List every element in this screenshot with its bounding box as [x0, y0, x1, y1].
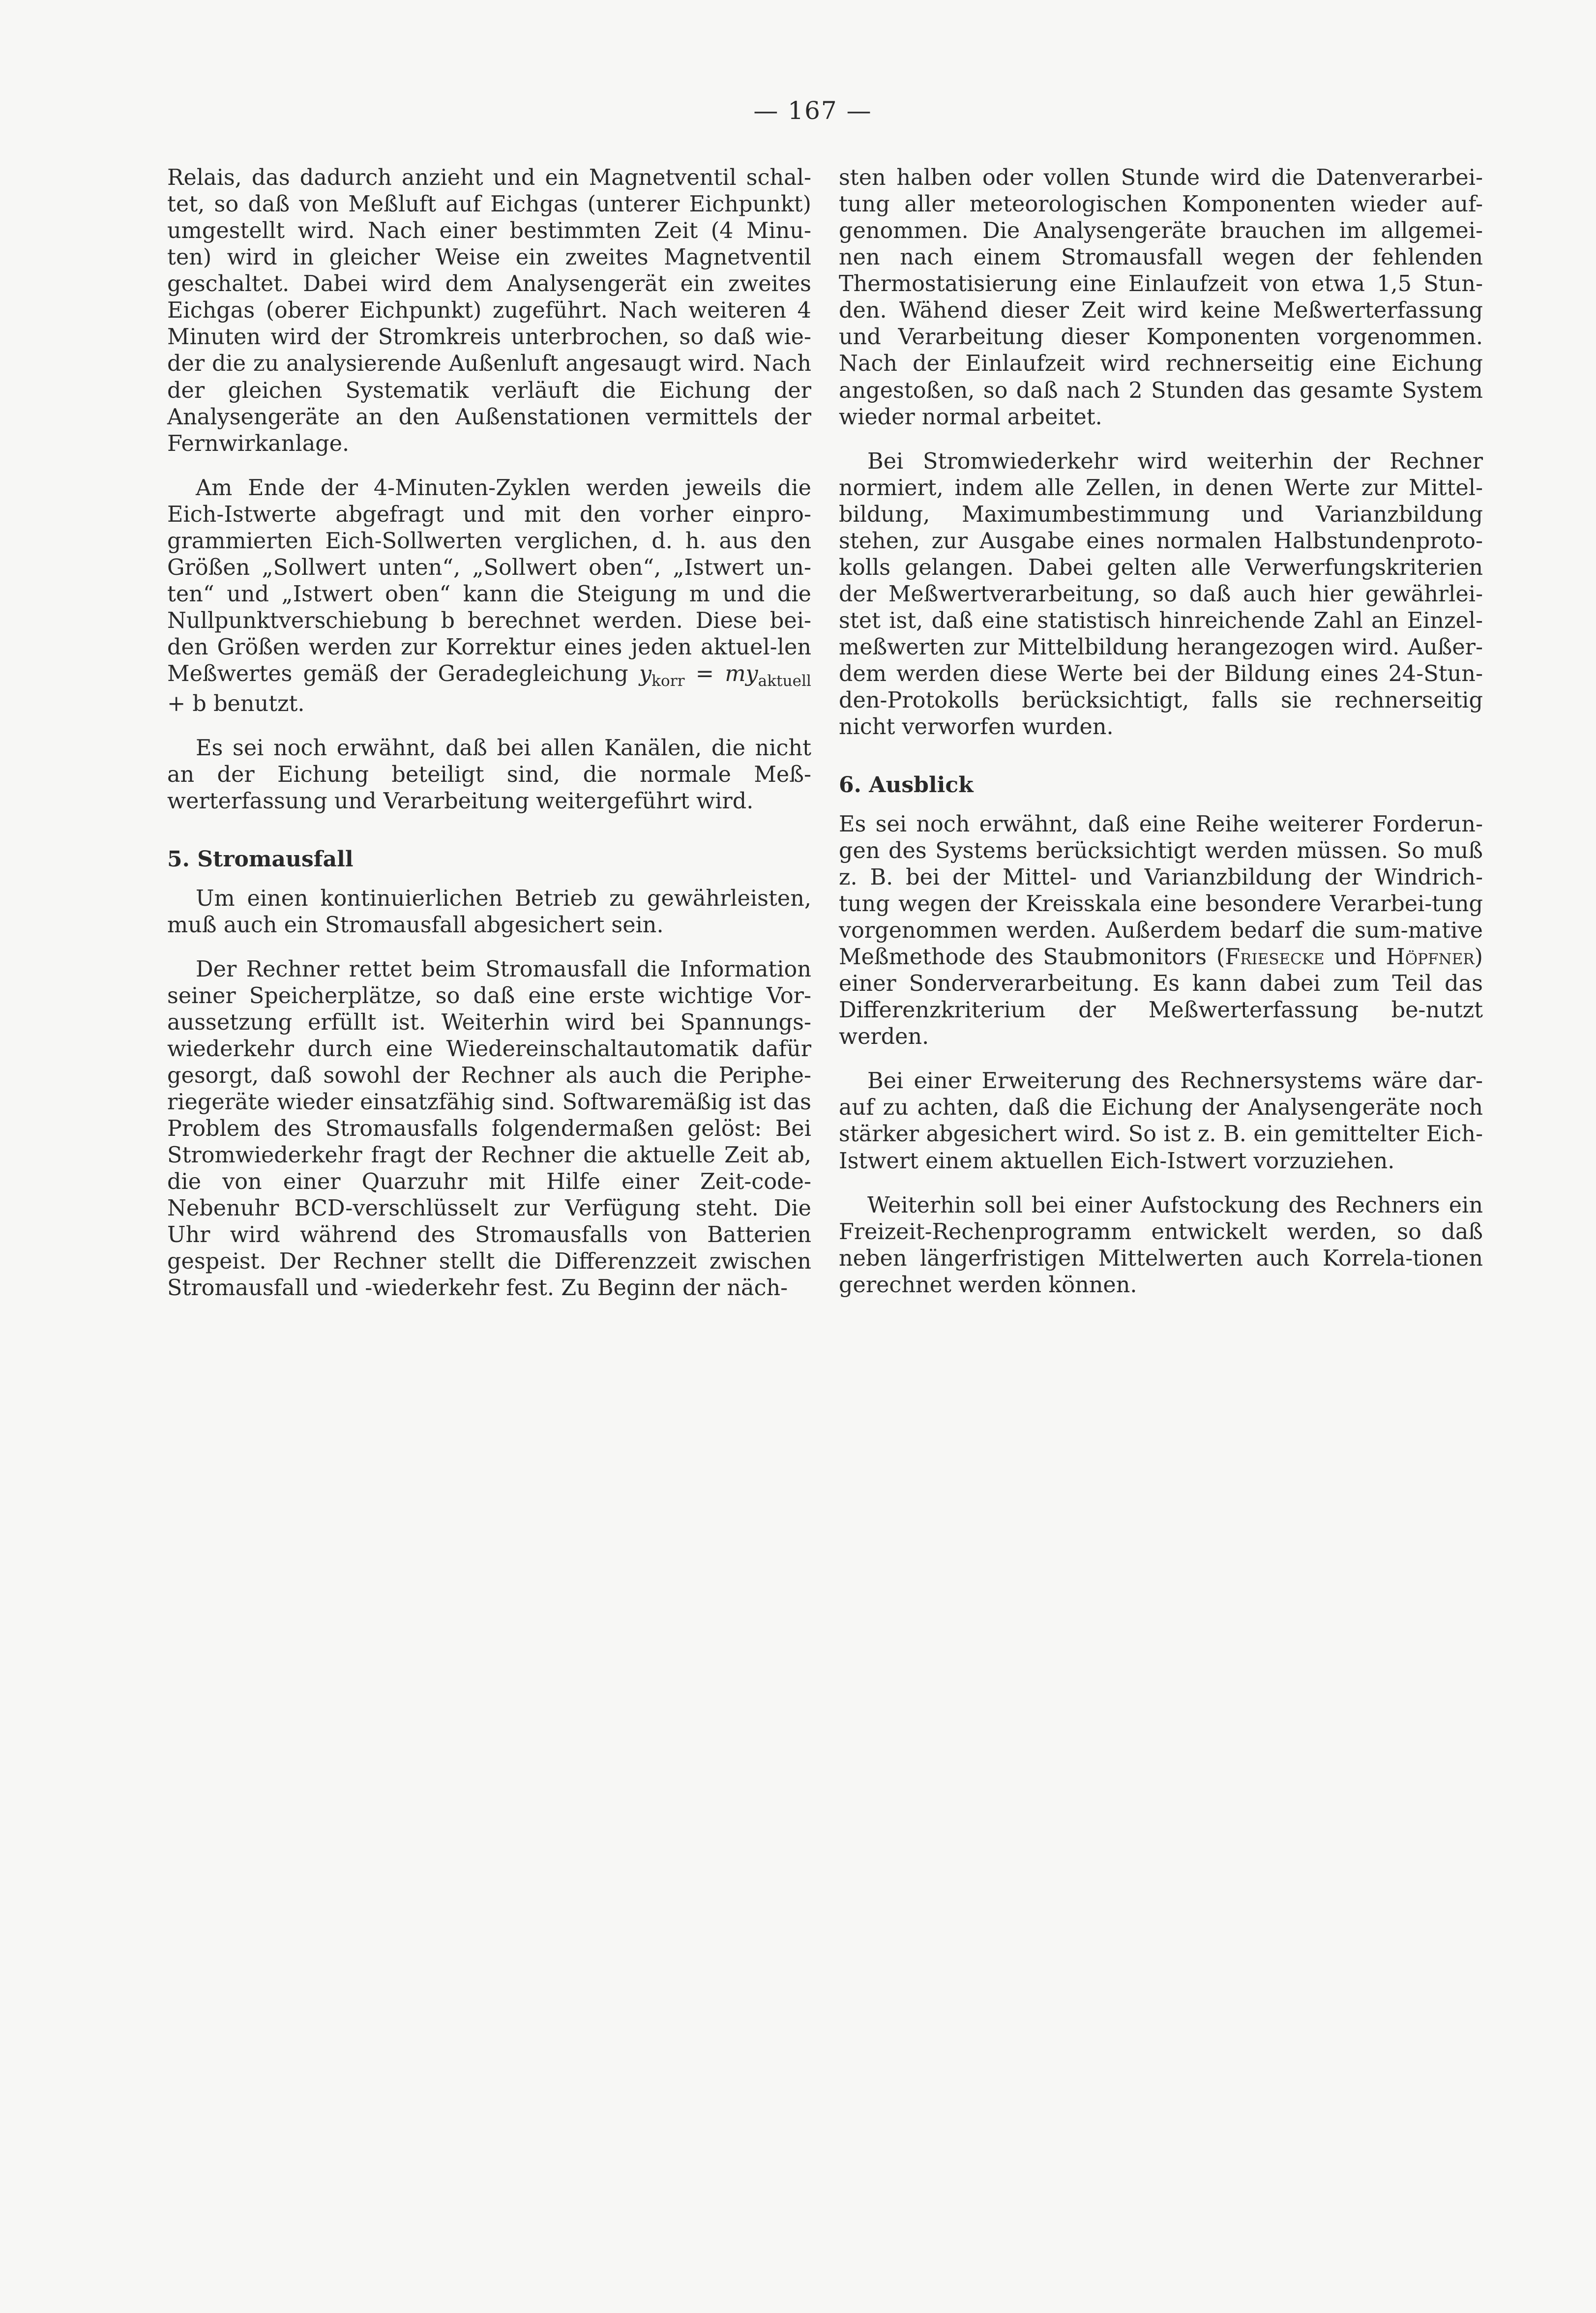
paragraph: Der Rechner rettet beim Stromausfall die Information seiner Speicherplätze, so daß eine erste wichtige Vor-aussetzung erfüllt ist. Weiterhin wird bei Spannungs-wiederkehr durch eine Wiedereinschaltautomatik dafür gesorgt, daß sowohl der Rechner als auch die Periphe-riegeräte wieder einsatzfähig sind. Softwaremäßig ist das Problem des Stromausfalls folgendermaßen gelöst: Bei Stromwiederkehr fragt der Rechner die aktuelle Zeit ab, die von einer Quarzuhr mit Hilfe einer Zeit-code-Nebenuhr BCD-verschlüsselt zur Verfügung steht. Die Uhr wird während des Stromausfalls von Batterien gespeist. Der Rechner stellt die Differenzzeit zwischen Stromausfall und -wiederkehr fest. Zu Beginn der näch-	[167, 956, 811, 1301]
right-column	[839, 165, 1483, 1316]
formula-tail: + b benutzt.	[167, 691, 305, 716]
paragraph-text: Am Ende der 4-Minuten-Zyklen werden jeweils die Eich-Istwerte abgefragt und mit den vorher einpro-grammierten Eich-Sollwerten verglichen, d. h. aus den Größen „Sollwert unten“, „Sollwert oben“, „Istwert un-ten“ und „Istwert oben“ kann die Steigung m und die Nullpunktverschiebung b berechnet werden. Diese bei-den Größen werden zur Korrektur eines jeden aktuel-len Meßwertes gemäß der Geradegleichung	[167, 475, 811, 687]
page-number: — 167 —	[753, 96, 872, 125]
paragraph: Um einen kontinuierlichen Betrieb zu gewährleisten, muß auch ein Stromausfall abgesichert sein.	[167, 886, 811, 938]
section-heading-5: 5. Stromausfall	[167, 847, 354, 872]
paragraph: Bei Stromwiederkehr wird weiterhin der Rechner normiert, indem alle Zellen, in denen Werte zur Mittel-bildung, Maximumbestimmung und Varianzbildung stehen, zur Ausgabe eines normalen Halbstundenproto-kolls gelangen. Dabei gelten alle Verwerfungskriterien der Meßwertverarbeitung, so daß auch hier gewährlei-stet ist, daß eine statistisch hinreichende Zahl an Einzel-meßwerten zur Mittelbildung herangezogen wird. Außer-dem werden diese Werte bei der Bildung eines 24-Stun-den-Protokolls berücksichtigt, falls sie rechnerseitig nicht verworfen wurden.	[839, 448, 1483, 740]
paragraph: Weiterhin soll bei einer Aufstockung des Rechners ein Freizeit-Rechenprogramm entwickelt werden, so daß neben längerfristigen Mittelwerten auch Korrela-tionen gerechnet werden können.	[839, 1192, 1483, 1298]
paragraph-text: und	[1324, 945, 1386, 970]
paragraph-calibration	[167, 475, 811, 717]
paragraph: Relais, das dadurch anzieht und ein Magnetventil schal-tet, so daß von Meßluft auf Eichgas (unterer Eichpunkt) umgestellt wird. Nach einer bestimmten Zeit (4 Minu-ten) wird in gleicher Weise ein zweites Magnetventil geschaltet. Dabei wird dem Analysengerät ein zweites Eichgas (oberer Eichpunkt) zugeführt. Nach weiteren 4 Minuten wird der Stromkreis unterbrochen, so daß wie-der die zu analysierende Außenluft angesaugt wird. Nach der gleichen Systematik verläuft die Eichung der Analysengeräte an den Außenstationen vermittels der Fernwirkanlage.	[167, 165, 811, 456]
author-name: Höpfner	[1386, 945, 1475, 970]
formula-lhs-sub: korr	[651, 672, 685, 690]
formula-eq: =	[684, 661, 725, 687]
formula-rhs: my	[725, 661, 758, 687]
formula-lhs: y	[639, 661, 652, 687]
left-column	[167, 165, 811, 1320]
formula-rhs-sub: aktuell	[758, 672, 812, 690]
paragraph-outlook	[839, 811, 1483, 1051]
paragraph-text: Es sei noch erwähnt, daß eine Reihe weiterer Forderun-gen des Systems berücksichtigt werden müssen. So muß z. B. bei der Mittel- und Varianzbildung der Windrich-tung wegen der Kreisskala eine besondere Verarbei-tung vorgenommen werden. Außerdem bedarf die sum-mative Meßmethode des Staubmonitors (	[839, 811, 1483, 970]
paragraph-text: ) einer Sonderverarbeitung. Es kann dabei zum Teil das Differenzkriterium der Meßwerterfassung be-nutzt werden.	[839, 945, 1483, 1050]
author-name: Friesecke	[1225, 945, 1325, 970]
paragraph: sten halben oder vollen Stunde wird die Datenverarbei-tung aller meteorologischen Komponenten wieder auf-genommen. Die Analysengeräte brauchen im allgemei-nen nach einem Stromausfall wegen der fehlenden Thermostatisierung eine Einlaufzeit von etwa 1,5 Stun-den. Wähend dieser Zeit wird keine Meßwerterfassung und Verarbeitung dieser Komponenten vorgenommen. Nach der Einlaufzeit wird rechnerseitig eine Eichung angestoßen, so daß nach 2 Stunden das gesamte System wieder normal arbeitet.	[839, 165, 1483, 430]
paragraph: Es sei noch erwähnt, daß bei allen Kanälen, die nicht an der Eichung beteiligt sind, die normale Meß-werterfassung und Verarbeitung weitergeführt wird.	[167, 735, 811, 814]
section-heading-6: 6. Ausblick	[839, 772, 974, 798]
paragraph: Bei einer Erweiterung des Rechnersystems wäre dar-auf zu achten, daß die Eichung der Analysengeräte noch stärker abgesichert wird. So ist z. B. ein gemittelter Eich-Istwert einem aktuellen Eich-Istwert vorzuziehen.	[839, 1068, 1483, 1174]
